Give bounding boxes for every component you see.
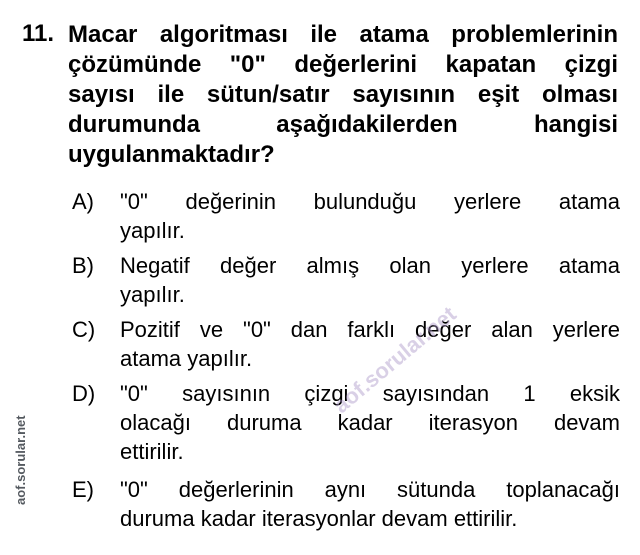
- question-line: sayısı ile sütun/satır sayısının eşit olması: [68, 81, 618, 108]
- option-text: [120, 187, 620, 245]
- option-line: olacağı duruma kadar iterasyon devam: [120, 410, 620, 435]
- option-letter: E): [72, 477, 94, 502]
- watermark: aof.sorular.net: [328, 301, 461, 418]
- question-line: Macar algoritması ile atama problemlerinin: [68, 21, 618, 48]
- option-letter: C): [72, 317, 96, 342]
- question-line: uygulanmaktadır?: [68, 141, 275, 168]
- option-letter: D): [72, 381, 96, 406]
- option-line: ettirilir.: [120, 439, 184, 464]
- option-line: "0" sayısının çizgi sayısından 1 eksik: [120, 381, 620, 406]
- option-line: Negatif değer almış olan yerlere atama: [120, 253, 620, 278]
- option-line: atama yapılır.: [120, 346, 253, 371]
- option-line: "0" değerinin bulunduğu yerlere atama: [120, 189, 620, 214]
- option-line: yapılır.: [120, 218, 185, 243]
- option-line: duruma kadar iterasyonlar devam ettirilir.: [120, 506, 518, 531]
- option-text: [120, 315, 620, 373]
- question-number: 11.: [22, 20, 55, 47]
- option-text: [120, 379, 620, 466]
- question-line: çözümünde "0" değerlerini kapatan çizgi: [68, 51, 618, 78]
- option-text: [120, 251, 620, 309]
- option-line: "0" değerlerinin aynı sütunda toplanacağı: [120, 477, 620, 502]
- question-text: [68, 20, 618, 170]
- option-line: yapılır.: [120, 282, 185, 307]
- question-line: durumunda aşağıdakilerden hangisi: [68, 111, 618, 138]
- option-letter: B): [72, 253, 94, 278]
- option-line: Pozitif ve "0" dan farklı değer alan yerlere: [120, 317, 620, 342]
- option-text: [120, 475, 620, 533]
- side-watermark: aof.sorular.net: [13, 415, 28, 505]
- option-letter: A): [72, 189, 94, 214]
